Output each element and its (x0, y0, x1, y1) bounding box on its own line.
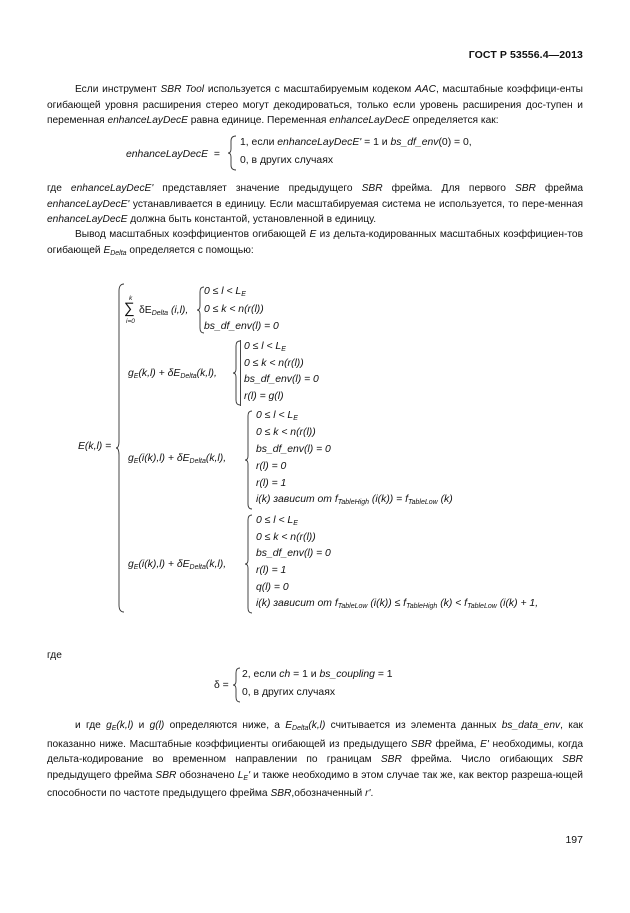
formula3-case2: 0, в других случаях (242, 687, 336, 698)
block4-cond-5: q(l) = 0 (256, 582, 289, 593)
block3-cond-5: r(l) = 1 (256, 478, 287, 489)
formula1-case2: 0, в других случаях (240, 155, 334, 166)
brace-formula3 (233, 667, 241, 703)
formula2-lhs: E(k,l) = (78, 441, 112, 452)
sum-lower-limit: i=0 (126, 318, 135, 325)
block3-cond-2: 0 ≤ k < n(r(l)) (256, 427, 316, 438)
block2-expression: $g_E(k,l) + \delta E_{Delta}(k,l)$, (128, 368, 217, 380)
block1-cond-2: 0 ≤ k < n(r(l)) (204, 304, 264, 315)
formula-enhance-lhs: enhanceLayDecE = (126, 149, 220, 160)
block4-cond-4: r(l) = 1 (256, 565, 287, 576)
block4-cond-6: i(k) зависит от $f_{TableLow}$ $(i(k)) \le f_{TableHigh}$ $(k) < f_{TableLow}$ (i(k) + 1, (256, 598, 539, 610)
where-label: где (47, 650, 62, 661)
block2-cond-2: 0 ≤ k < n(r(l)) (244, 358, 304, 369)
block2-cond-1: $0 \le l < L_E$ (244, 341, 286, 353)
block4-cond-1: $0 \le l < L_E$ (256, 515, 298, 527)
block4-cond-3: bs_df_env(l) = 0 (256, 548, 331, 559)
brace-block3 (245, 410, 253, 510)
page-number: 197 (565, 834, 583, 846)
block2-cond-4: r(l) = g(l) (244, 391, 284, 402)
sum-symbol: ∑ (124, 300, 135, 317)
block3-cond-3: bs_df_env(l) = 0 (256, 444, 331, 455)
paragraph-envelope-definitions: и где $g_E(k,l)$ и g(l) определяются ниже, а $E_{Delta}(k,l)$ считывается из элемента данных bs_data_env, как показанно ниже. Масштабные коэффициенты огибающей из предыдущего SBR фрейма, E' необходимы, когда дельта-кодирование во временном направлении по границам SBR фрейма. Число огибающих SBR предыдущего фрейма SBR обозначено $L_E'$ и также необходимо в этом случае так же, как вектор разреша-ющей способности по частоте предыдущего фрейма SBR,обозначенный r'. (47, 720, 584, 800)
block3-cond-1: $0 \le l < L_E$ (256, 410, 298, 422)
paragraph-derivation: Вывод масштабных коэффициентов огибающей E из дельта-кодированных масштабных коэффициен-тов огибающей $E_{Delta}$ определяется с помощью: (47, 229, 583, 257)
formula3-case1: 2, если ch = 1 и bs_coupling = 1 (242, 669, 393, 680)
paragraph-sbr-tool: Если инструмент SBR Tool используется с масштабируемым кодеком AAC, масштабные коэффици-енты огибающей уровня расширения стерео могут декодироваться, только если уровень расширения дос-тупен и переменная enhanceLayDecE равна единице. Переменная enhanceLayDecE определяется как: (47, 84, 583, 127)
brace-block2 (233, 340, 241, 406)
brace-block4 (245, 514, 253, 614)
block4-cond-2: 0 ≤ k < n(r(l)) (256, 532, 316, 543)
block4-expression: $g_E(i(k),l) + \delta E_{Delta}(k,l)$, (128, 559, 227, 571)
block3-cond-4: r(l) = 0 (256, 461, 287, 472)
formula1-case1: 1, если enhanceLayDecE' = 1 и bs_df_env(0) = 0, (240, 137, 472, 148)
brace-formula1 (228, 135, 238, 171)
document-code: ГОСТ Р 53556.4—2013 (468, 49, 583, 61)
formula3-lhs: δ = (214, 680, 229, 691)
block3-cond-6: i(k) зависит от $f_{TableHigh}$ $(i(k)) = f_{TableLow}$ (k) (256, 494, 453, 506)
block3-expression: $g_E(i(k),l) + \delta E_{Delta}(k,l)$, (128, 453, 227, 465)
block1-expression: $\delta E_{Delta}$ (i,l), (139, 305, 189, 317)
paragraph-enhance-prev: где enhanceLayDecE' представляет значение предыдущего SBR фрейма. Для первого SBR фрейма enhanceLayDecE' устанавливается в единицу. Если масштабируемая система не используется, то пере-менная enhanceLayDecE должна быть константой, установленной в единицу. (47, 183, 583, 226)
block2-cond-3: bs_df_env(l) = 0 (244, 374, 319, 385)
block1-cond-1: $0 \le l < L_E$ (204, 286, 246, 298)
sum-upper-limit: k (129, 295, 133, 302)
brace-formula2-main (116, 283, 126, 613)
block1-cond-3: bs_df_env(l) = 0 (204, 321, 279, 332)
